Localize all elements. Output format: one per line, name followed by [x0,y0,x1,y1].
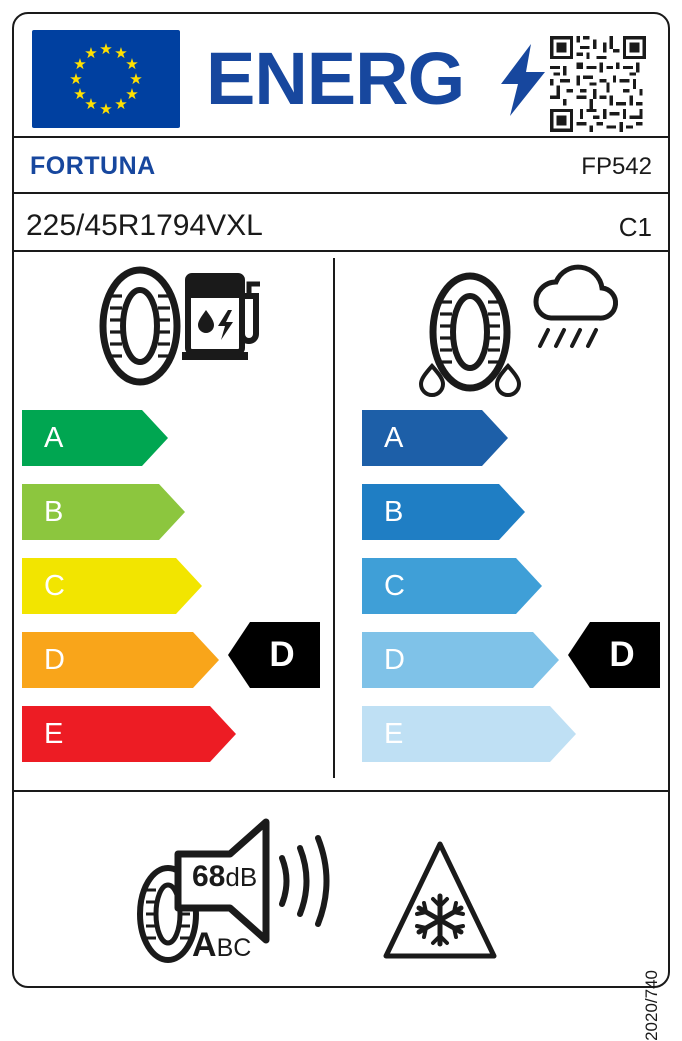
fuel-grade-a [22,410,168,466]
sound-waves-icon [282,838,327,924]
noise-db-unit: dB [225,862,258,892]
wet-grade-c [362,558,542,614]
snowflake-mountain-icon [382,838,498,962]
wet-grade-letter: E [384,718,404,750]
qr-code-icon [550,36,646,132]
divider-center [333,258,335,778]
wet-grade-letter: D [384,644,405,676]
noise-value [192,860,257,894]
noise-selected-class: A [192,926,217,964]
brand-name: FORTUNA [30,152,156,180]
divider-bottom [14,790,668,792]
label-header [14,14,668,136]
eu-star-icon: ★ [114,96,128,114]
page-title: ENERG [206,37,465,120]
wet-selected-grade [568,620,660,690]
wet-grade-e [362,706,576,762]
fuel-grade-letter: B [44,496,64,528]
eu-star-icon: ★ [99,40,113,58]
eu-star-icon: ★ [125,85,139,103]
wet-grade-a [362,410,508,466]
wet-grade-d [362,632,559,688]
eu-star-icon: ★ [84,44,98,62]
fuel-grade-d [22,632,219,688]
divider-brand [14,192,668,194]
tyre-size: 225/45R1794VXL [26,209,263,242]
noise-class-row [192,926,251,965]
fuel-grade-letter: D [44,644,65,676]
fuel-grade-b [22,484,185,540]
rain-cloud-icon [536,267,616,346]
wet-grade-letter: C [384,570,405,602]
fuel-grade-letter: C [44,570,65,602]
lightning-bolt-icon [501,44,545,116]
wet-selected-grade-letter: D [609,635,635,674]
eu-flag-icon [32,30,180,128]
noise-db-number: 68 [192,860,226,893]
eu-star-icon: ★ [99,100,113,118]
wet-grade-letter: B [384,496,404,528]
eu-star-icon: ★ [114,44,128,62]
wet-grip-pictogram [408,262,608,410]
wet-grade-letter: A [384,422,404,454]
eu-star-icon: ★ [73,85,87,103]
eu-star-icon: ★ [69,70,83,88]
eu-star-icon: ★ [84,96,98,114]
label-year: 2020/740 [642,970,661,1041]
wet-grade-b [362,484,525,540]
eu-star-icon: ★ [129,70,143,88]
fuel-efficiency-pictogram [88,262,268,390]
noise-block [130,822,360,972]
model-code: FP542 [581,153,652,180]
fuel-pump-icon [182,276,260,360]
fuel-grade-letter: A [44,422,64,454]
eu-star-icon: ★ [73,55,87,73]
divider-header [14,136,668,138]
eu-star-icon: ★ [125,55,139,73]
fuel-selected-grade [228,620,320,690]
noise-other-classes: BC [216,934,252,962]
fuel-grade-letter: E [44,718,64,750]
fuel-grade-c [22,558,202,614]
tyre-class-code: C1 [618,212,652,242]
divider-size [14,250,668,252]
tyre-icon [103,270,177,382]
tyre-icon [421,276,519,395]
fuel-selected-grade-letter: D [269,635,295,674]
fuel-grade-e [22,706,236,762]
